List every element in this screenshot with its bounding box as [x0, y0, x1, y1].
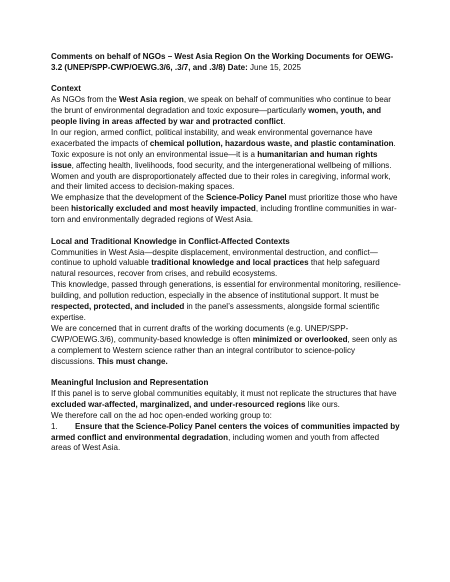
local-paragraph-1: Communities in West Asia—despite displacement, environmental destruction, and conflict—continue to uphold valuable traditional knowledge and local practices that help safeguard natural resources, recover from crises, and rebuild ecosystems.	[51, 247, 380, 279]
inclusion-paragraph-1: If this panel is to serve global communities equitably, it must not replicate the structures that have excluded war-affected, marginalized, and under-resourced regions like ours.	[51, 388, 397, 409]
local-paragraph-3: We are concerned that in current drafts of the working documents (e.g. UNEP/SPP-CWP/OEWG.3/6), community-based knowledge is often minimized or overlooked, seen only as a complement to Western science rather than an integral contributor to science-policy discussions. This must change.	[51, 323, 398, 366]
inclusion-paragraph-2: We therefore call on the ad hoc open-ended working group to:	[51, 410, 272, 420]
context-paragraph-3: We emphasize that the development of the Science-Policy Panel must prioritize those who have been historically excluded and most heavily impacted, including frontline communities in war-torn and environmentally degraded regions of West Asia.	[51, 193, 398, 225]
date-label: Date:	[227, 62, 248, 72]
item-number: 1.	[51, 421, 58, 431]
context-paragraph-1: As NGOs from the West Asia region, we speak on behalf of communities who continue to bear the brunt of environmental degradation and toxic exposure—particularly women, youth, and people living in areas affected by war and protracted conflict.	[51, 95, 391, 127]
local-knowledge-heading: Local and Traditional Knowledge in Conflict-Affected Contexts	[51, 236, 290, 246]
title-text: Comments on behalf of NGOs – West Asia Region On the Working Documents for OEWG-3.2 (UNEP/SPP-CWP/OEWG.3/6, .3/7, and .3/8)	[51, 52, 394, 72]
numbered-item-1: 1. Ensure that the Science-Policy Panel centers the voices of communities impacted by armed conflict and environmental degradation, including women and youth from affected areas of West Asia.	[51, 421, 400, 453]
document-body	[51, 52, 401, 454]
local-paragraph-2: This knowledge, passed through generations, is essential for environmental monitoring, resilience-building, and pollution reduction, especially in the absence of institutional support. It must be respected, protected, and included in the panel’s assessments, alongside formal scientific expertise.	[51, 280, 401, 322]
inclusion-heading: Meaningful Inclusion and Representation	[51, 377, 209, 387]
document-title	[51, 52, 401, 74]
context-heading: Context	[51, 84, 81, 94]
date-value: June 15, 2025	[247, 62, 302, 72]
context-paragraph-2: In our region, armed conflict, political instability, and weak environmental governance have exacerbated the impacts of chemical pollution, hazardous waste, and plastic contamination. Toxic exposure is not only an environmental issue—it is a humanitarian and human rights issue, affecting health, livelihoods, food security, and the intergenerational wellbeing of millions. Women and youth are disproportionately affected due to their roles in caregiving, informal work, and their limited access to decision-making spaces.	[51, 127, 396, 192]
